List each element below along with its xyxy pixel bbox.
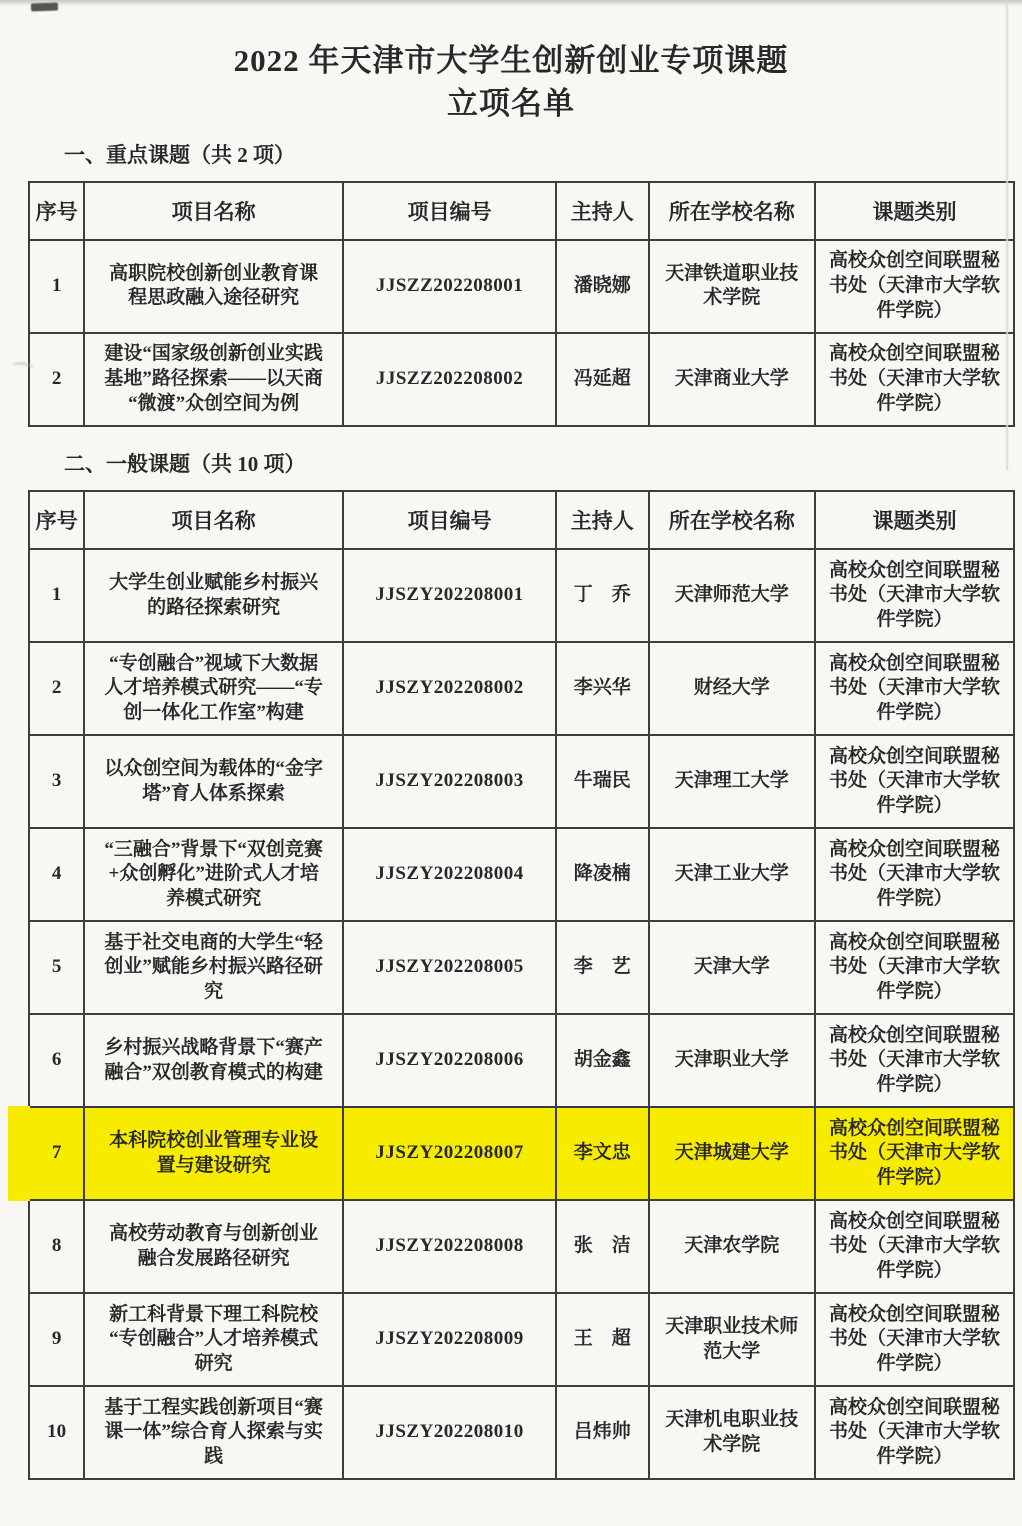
table-row — [29, 333, 1014, 426]
cell-category: 高校众创空间联盟秘书处（天津市大学软件学院） — [815, 828, 1014, 921]
cell-serial-number: 6 — [29, 1014, 84, 1107]
cell-leader: 丁 乔 — [556, 549, 649, 642]
cell-project-code: JJSZY202208004 — [343, 828, 556, 921]
cell-project-name: 乡村振兴战略背景下“赛产融合”双创教育模式的构建 — [84, 1014, 343, 1107]
table-row — [29, 828, 1014, 921]
column-header-school-name: 所在学校名称 — [649, 182, 815, 240]
cell-category: 高校众创空间联盟秘书处（天津市大学软件学院） — [815, 1014, 1014, 1107]
cell-school-name: 财经大学 — [649, 642, 815, 735]
table-row — [29, 1014, 1014, 1107]
title-line-2: 立项名单 — [447, 85, 575, 121]
cell-serial-number: 2 — [29, 642, 84, 735]
cell-leader: 李兴华 — [556, 642, 649, 735]
column-header-project-name: 项目名称 — [84, 491, 343, 549]
cell-project-code: JJSZY202208009 — [343, 1293, 556, 1386]
cell-project-name: 高校劳动教育与创新创业融合发展路径研究 — [84, 1200, 343, 1293]
key-projects-table — [28, 181, 1015, 427]
table-row — [29, 1293, 1014, 1386]
cell-project-code: JJSZY202208001 — [343, 549, 556, 642]
cell-serial-number: 5 — [29, 921, 84, 1014]
cell-project-code: JJSZY202208008 — [343, 1200, 556, 1293]
cell-serial-number: 1 — [29, 240, 84, 333]
section-heading-general-projects: 二、一般课题（共 10 项） — [64, 451, 306, 476]
cell-school-name: 天津工业大学 — [649, 828, 815, 921]
table-row — [29, 1200, 1014, 1293]
cell-project-name: 新工科背景下理工科院校“专创融合”人才培养模式研究 — [84, 1293, 343, 1386]
table-header — [29, 182, 1014, 240]
cell-project-name: 基于工程实践创新项目“赛课一体”综合育人探索与实践 — [84, 1386, 343, 1479]
cell-project-name: 高职院校创新创业教育课程思政融入途径研究 — [84, 240, 343, 333]
column-header-leader: 主持人 — [556, 491, 649, 549]
cell-project-name: 建设“国家级创新创业实践基地”路径探索——以天商“微渡”众创空间为例 — [84, 333, 343, 426]
column-header-serial-number: 序号 — [29, 182, 84, 240]
cell-project-name: 大学生创业赋能乡村振兴的路径探索研究 — [84, 549, 343, 642]
cell-school-name: 天津职业技术师范大学 — [649, 1293, 815, 1386]
cell-project-name: 以众创空间为载体的“金字塔”育人体系探索 — [84, 735, 343, 828]
document-title — [0, 0, 1022, 126]
cell-serial-number: 9 — [29, 1293, 84, 1386]
cell-project-code: JJSZY202208003 — [343, 735, 556, 828]
cell-school-name: 天津农学院 — [649, 1200, 815, 1293]
cell-category: 高校众创空间联盟秘书处（天津市大学软件学院） — [815, 642, 1014, 735]
cell-school-name: 天津职业大学 — [649, 1014, 815, 1107]
column-header-serial-number: 序号 — [29, 491, 84, 549]
general-projects-table-wrap — [0, 490, 1022, 1480]
cell-leader: 冯延超 — [556, 333, 649, 426]
scan-corner-mark — [31, 3, 58, 12]
cell-school-name: 天津理工大学 — [649, 735, 815, 828]
column-header-leader: 主持人 — [556, 182, 649, 240]
table-row — [29, 735, 1014, 828]
cell-school-name: 天津铁道职业技术学院 — [649, 240, 815, 333]
cell-project-name: 基于社交电商的大学生“轻创业”赋能乡村振兴路径研究 — [84, 921, 343, 1014]
title-line-1: 2022 年天津市大学生创新创业专项课题 — [233, 43, 789, 78]
cell-leader: 吕炜帅 — [556, 1386, 649, 1479]
cell-serial-number: 3 — [29, 735, 84, 828]
cell-project-name: 本科院校创业管理专业设置与建设研究 — [84, 1107, 343, 1200]
cell-project-code: JJSZY202208002 — [343, 642, 556, 735]
table-row — [29, 240, 1014, 333]
table-row — [29, 921, 1014, 1014]
table-body — [29, 240, 1014, 426]
table-body — [29, 549, 1014, 1479]
column-header-category: 课题类别 — [815, 182, 1014, 240]
table-row — [29, 549, 1014, 642]
cell-leader: 李文忠 — [556, 1107, 649, 1200]
cell-leader: 降凌楠 — [556, 828, 649, 921]
cell-project-code: JJSZZ202208002 — [343, 333, 556, 426]
cell-category: 高校众创空间联盟秘书处（天津市大学软件学院） — [815, 1200, 1014, 1293]
cell-category: 高校众创空间联盟秘书处（天津市大学软件学院） — [815, 549, 1014, 642]
cell-project-name: “三融合”背景下“双创竞赛+众创孵化”进阶式人才培养模式研究 — [84, 828, 343, 921]
cell-project-code: JJSZY202208010 — [343, 1386, 556, 1479]
column-header-project-code: 项目编号 — [343, 491, 556, 549]
table-header — [29, 491, 1014, 549]
cell-category: 高校众创空间联盟秘书处（天津市大学软件学院） — [815, 1107, 1014, 1200]
cell-school-name: 天津机电职业技术学院 — [649, 1386, 815, 1479]
cell-leader: 潘晓娜 — [556, 240, 649, 333]
table-header-row — [29, 491, 1014, 549]
cell-serial-number: 10 — [29, 1386, 84, 1479]
cell-project-name: “专创融合”视域下大数据人才培养模式研究——“专创一体化工作室”构建 — [84, 642, 343, 735]
table-header-row — [29, 182, 1014, 240]
cell-school-name: 天津商业大学 — [649, 333, 815, 426]
cell-leader: 张 洁 — [556, 1200, 649, 1293]
cell-serial-number: 2 — [29, 333, 84, 426]
cell-leader: 胡金鑫 — [556, 1014, 649, 1107]
column-header-school-name: 所在学校名称 — [649, 491, 815, 549]
cell-project-code: JJSZY202208007 — [343, 1107, 556, 1200]
table-row-highlighted — [29, 1107, 1014, 1200]
key-projects-table-wrap — [0, 181, 1022, 427]
section-heading-key-projects: 一、重点课题（共 2 项） — [64, 142, 295, 167]
pencil-smudge-mark: ⌒ — [9, 360, 35, 389]
table-row — [29, 1386, 1014, 1479]
cell-project-code: JJSZY202208005 — [343, 921, 556, 1014]
cell-school-name: 天津大学 — [649, 921, 815, 1014]
cell-leader: 李 艺 — [556, 921, 649, 1014]
cell-category: 高校众创空间联盟秘书处（天津市大学软件学院） — [815, 333, 1014, 426]
cell-project-code: JJSZZ202208001 — [343, 240, 556, 333]
cell-serial-number: 7 — [29, 1107, 84, 1200]
table-row — [29, 642, 1014, 735]
cell-leader: 牛瑞民 — [556, 735, 649, 828]
cell-category: 高校众创空间联盟秘书处（天津市大学软件学院） — [815, 240, 1014, 333]
cell-category: 高校众创空间联盟秘书处（天津市大学软件学院） — [815, 735, 1014, 828]
cell-school-name: 天津城建大学 — [649, 1107, 815, 1200]
cell-category: 高校众创空间联盟秘书处（天津市大学软件学院） — [815, 1386, 1014, 1479]
cell-school-name: 天津师范大学 — [649, 549, 815, 642]
column-header-project-name: 项目名称 — [84, 182, 343, 240]
general-projects-table — [28, 490, 1015, 1480]
cell-project-code: JJSZY202208006 — [343, 1014, 556, 1107]
cell-category: 高校众创空间联盟秘书处（天津市大学软件学院） — [815, 921, 1014, 1014]
cell-serial-number: 1 — [29, 549, 84, 642]
column-header-category: 课题类别 — [815, 491, 1014, 549]
cell-leader: 王 超 — [556, 1293, 649, 1386]
cell-serial-number: 8 — [29, 1200, 84, 1293]
cell-serial-number: 4 — [29, 828, 84, 921]
cell-category: 高校众创空间联盟秘书处（天津市大学软件学院） — [815, 1293, 1014, 1386]
column-header-project-code: 项目编号 — [343, 182, 556, 240]
